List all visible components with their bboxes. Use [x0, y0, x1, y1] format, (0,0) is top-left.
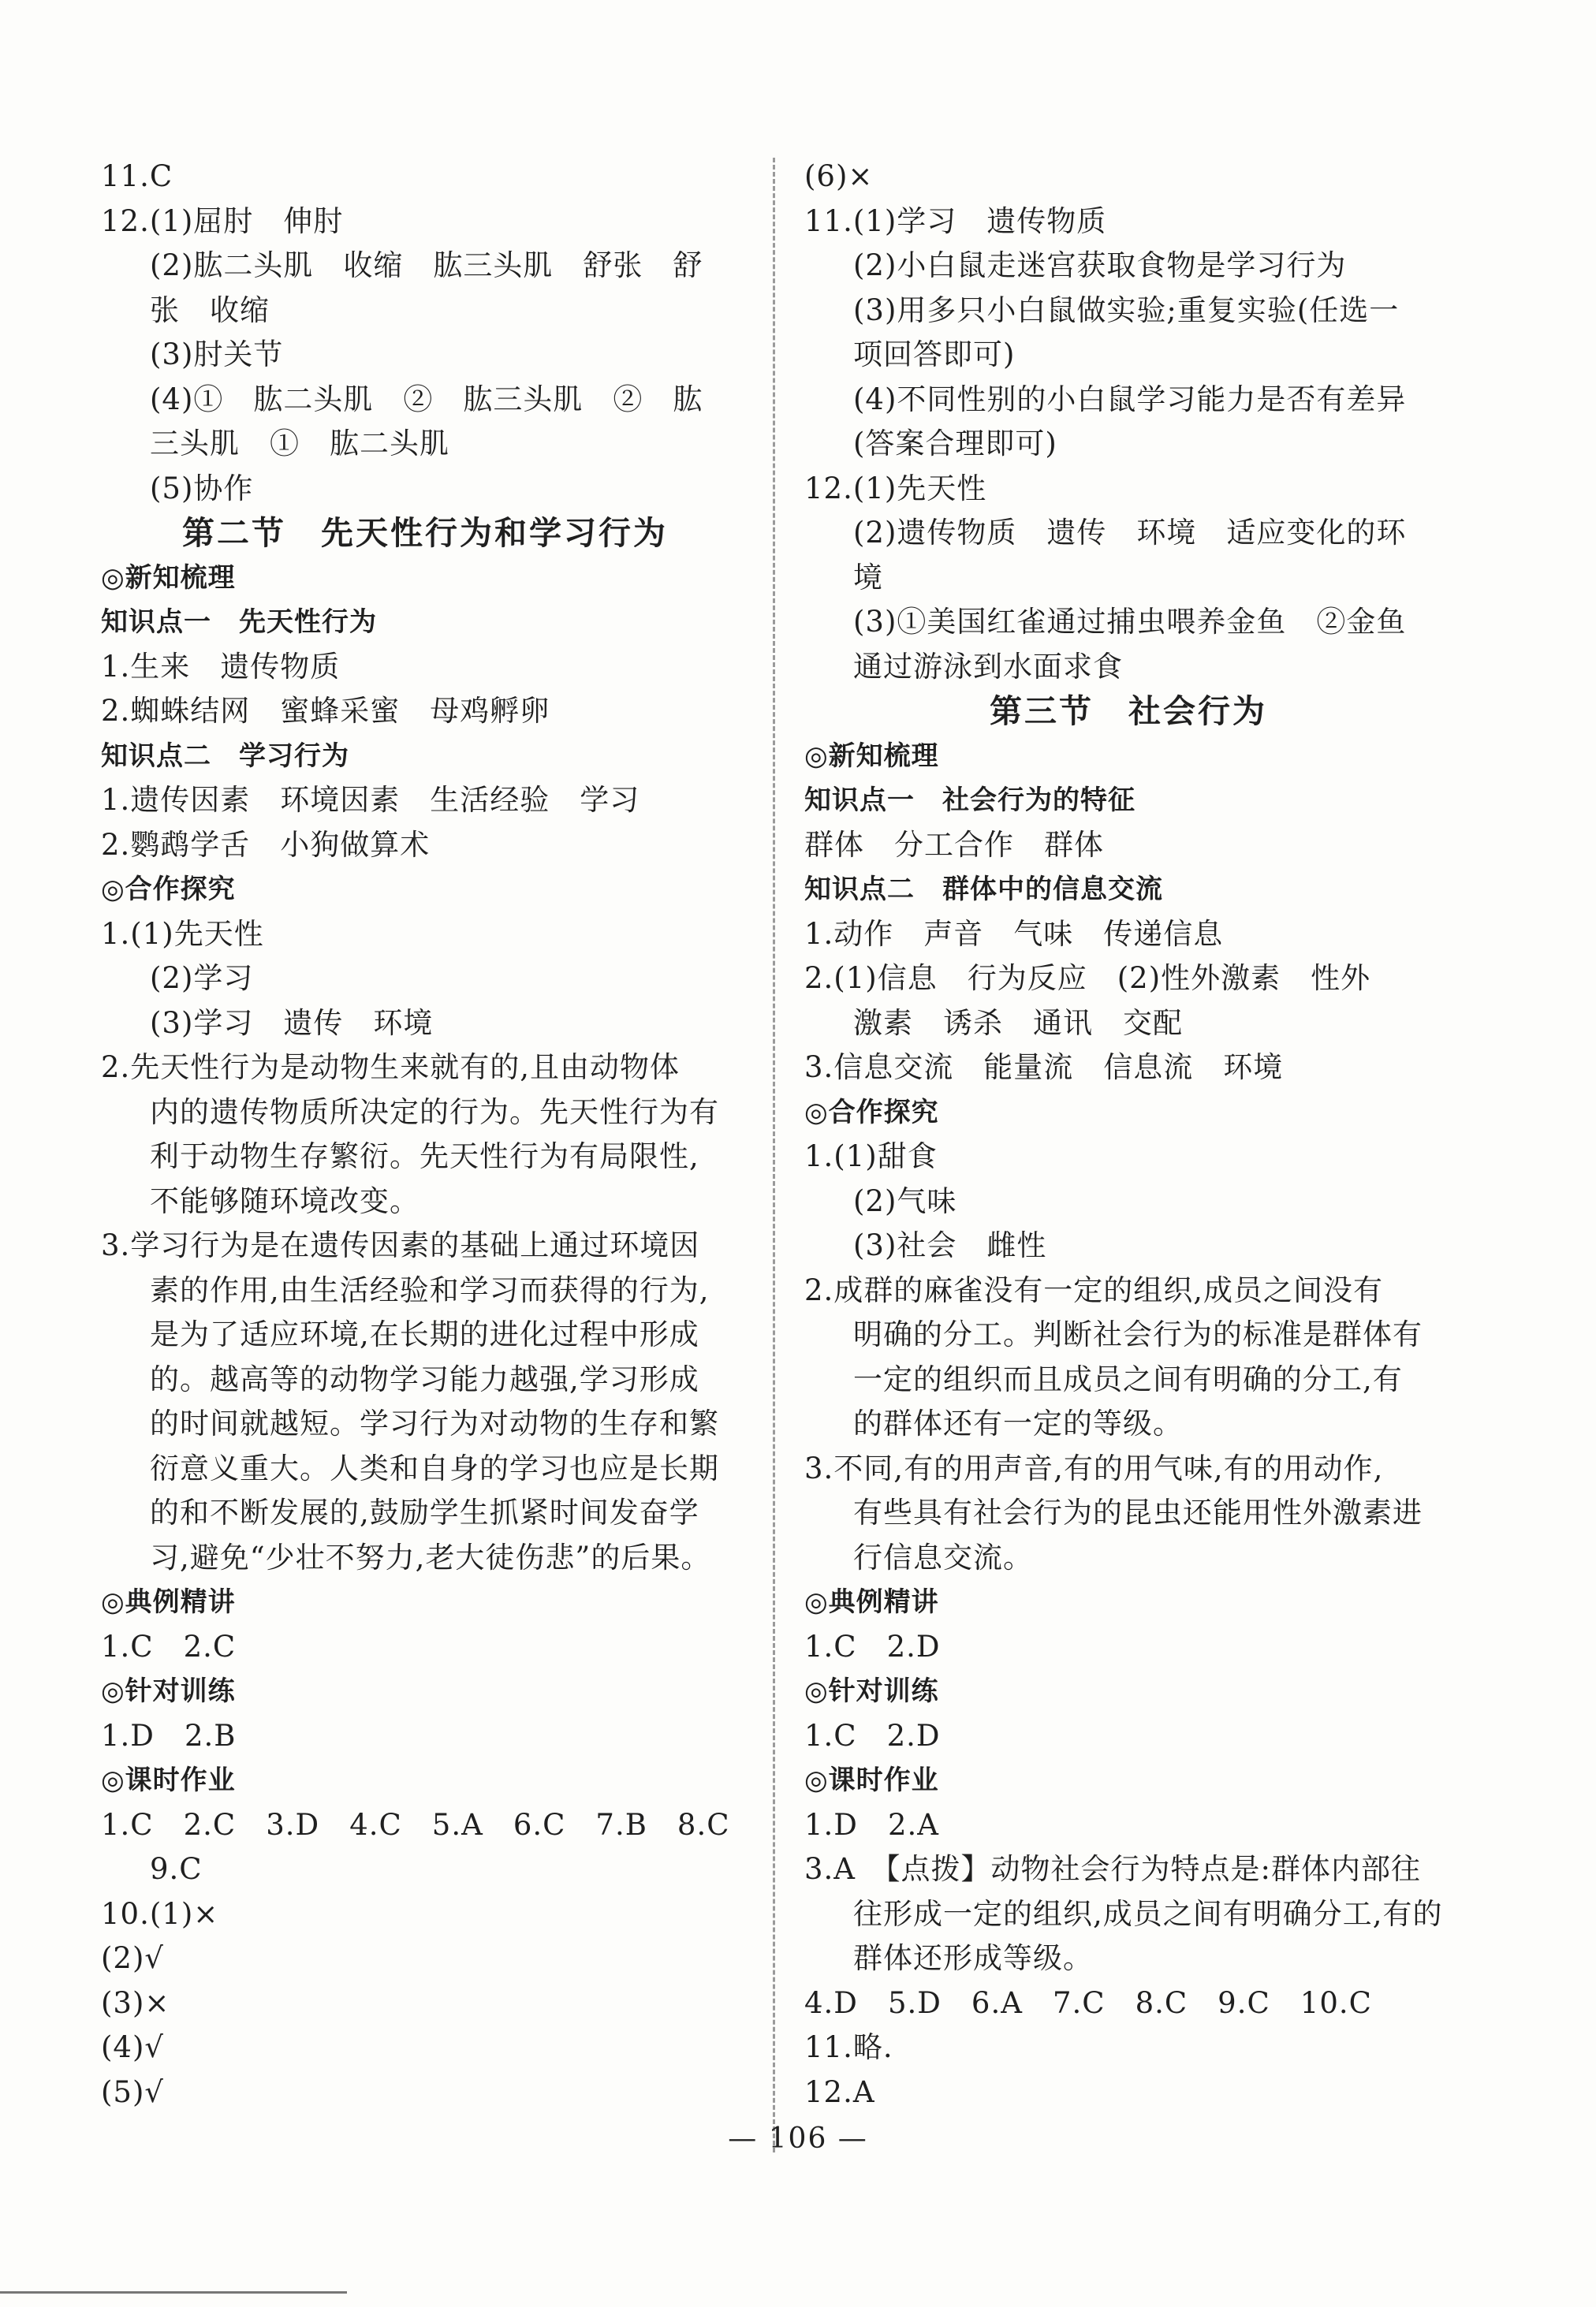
answer-line: (2)遗传物质 遗传 环境 适应变化的环 [853, 516, 1407, 550]
column-divider [773, 158, 775, 2152]
section-title: 第三节 社会行为 [990, 692, 1267, 730]
answer-line: 群体 分工合作 群体 [804, 827, 1104, 862]
section-heading: ◎针对训练 [804, 1675, 939, 1707]
section-heading: ◎典例精讲 [804, 1586, 939, 1618]
answer-line: 的群体还有一定的等级。 [853, 1407, 1183, 1440]
answer-line: 3.信息交流 能量流 信息流 环境 [804, 1050, 1284, 1084]
answer-line: 一定的组织而且成员之间有明确的分工,有 [853, 1362, 1403, 1396]
answer-line: (4)√ [101, 2030, 164, 2064]
answer-line: 2.鹦鹉学舌 小狗做算术 [101, 827, 431, 862]
section-heading: ◎课时作业 [101, 1765, 236, 1796]
answer-line: 1.遗传因素 环境因素 生活经验 学习 [101, 783, 640, 817]
answer-line: (2)气味 [853, 1183, 957, 1218]
answer-line: 素的作用,由生活经验和学习而获得的行为, [150, 1273, 710, 1307]
right-column [804, 155, 1452, 2115]
answer-line: 三头肌 ① 肱二头肌 [150, 427, 449, 460]
left-column [101, 155, 749, 2115]
answer-line: (2)肱二头肌 收缩 肱三头肌 舒张 舒 [150, 248, 703, 282]
answer-line: 衍意义重大。人类和自身的学习也应是长期 [150, 1451, 719, 1485]
answer-line: 群体还形成等级。 [853, 1941, 1093, 1975]
answer-line: 1.C 2.D [804, 1629, 941, 1664]
answer-line: (6)× [804, 159, 874, 193]
answer-line: 2.成群的麻雀没有一定的组织,成员之间没有 [804, 1273, 1384, 1307]
answer-line: 3.学习行为是在遗传因素的基础上通过环境因 [101, 1228, 700, 1262]
answer-line: (5)√ [101, 2074, 164, 2109]
answer-line: (2)√ [101, 1941, 164, 1975]
answer-line: (3)× [101, 1985, 170, 2020]
section-heading: ◎典例精讲 [101, 1586, 236, 1618]
answer-line: (3)肘关节 [150, 337, 284, 371]
section-heading: ◎新知梳理 [101, 561, 236, 594]
answer-line: 1.D 2.B [101, 1718, 237, 1753]
section-heading: ◎课时作业 [804, 1765, 939, 1796]
answer-line: 2.(1)信息 行为反应 (2)性外激素 性外 [804, 961, 1371, 995]
answer-line: (3)学习 遗传 环境 [150, 1005, 434, 1040]
answer-line: 1.D 2.A [804, 1807, 939, 1842]
answer-line: 有些具有社会行为的昆虫还能用性外激素进 [853, 1496, 1423, 1530]
answer-line: 1.C 2.C 3.D 4.C 5.A 6.C 7.B 8.C [101, 1807, 730, 1842]
answer-line: 2.蜘蛛结网 蜜蜂采蜜 母鸡孵卵 [101, 694, 550, 728]
answer-line: (4)不同性别的小白鼠学习能力是否有差异 [853, 382, 1407, 416]
section-heading: ◎合作探究 [804, 1096, 939, 1128]
answer-line: 境 [853, 560, 883, 594]
answer-line: 12.(1)先天性 [804, 471, 987, 505]
answer-line: 习,避免“少壮不努力,老大徒伤悲”的后果。 [150, 1540, 711, 1575]
answer-line: 是为了适应环境,在长期的进化过程中形成 [150, 1317, 699, 1351]
answer-line: 1.(1)先天性 [101, 916, 264, 951]
section-heading: 知识点二 群体中的信息交流 [804, 874, 1163, 905]
answer-line: 1.生来 遗传物质 [101, 649, 341, 684]
answer-line: 3.不同,有的用声音,有的用气味,有的用动作, [804, 1451, 1384, 1485]
answer-line: 12.(1)屈肘 伸肘 [101, 203, 344, 238]
answer-line: 12.A [804, 2074, 875, 2109]
answer-line: (答案合理即可) [853, 427, 1057, 460]
answer-line: 明确的分工。判断社会行为的标准是群体有 [853, 1317, 1423, 1351]
section-heading: 知识点二 学习行为 [101, 740, 349, 772]
answer-line: (4)① 肱二头肌 ② 肱三头肌 ② 肱 [150, 382, 703, 416]
answer-line: 利于动物生存繁衍。先天性行为有局限性, [150, 1139, 699, 1173]
section-heading: ◎新知梳理 [804, 740, 939, 772]
answer-line: 项回答即可) [853, 337, 1016, 371]
answer-line: 的。越高等的动物学习能力越强,学习形成 [150, 1362, 699, 1396]
answer-line: 11.C [101, 159, 173, 193]
answer-line: 11.略. [804, 2030, 893, 2064]
answer-line: 张 收缩 [150, 293, 270, 327]
answer-line: 内的遗传物质所决定的行为。先天性行为有 [150, 1094, 719, 1129]
answer-line: 10.(1)× [101, 1896, 219, 1931]
answer-line: (3)用多只小白鼠做实验;重复实验(任选一 [853, 293, 1400, 327]
section-heading: 知识点一 先天性行为 [101, 606, 377, 638]
answer-line: 11.(1)学习 遗传物质 [804, 203, 1107, 238]
answer-line: 不能够随环境改变。 [150, 1183, 420, 1218]
answer-line: 1.C 2.D [804, 1718, 941, 1753]
answer-line: 9.C [150, 1852, 203, 1886]
answer-line: (2)小白鼠走迷宫获取食物是学习行为 [853, 248, 1347, 282]
answer-line: 往形成一定的组织,成员之间有明确分工,有的 [853, 1896, 1443, 1931]
answer-line: 3.A 【点拨】动物社会行为特点是:群体内部往 [804, 1852, 1421, 1886]
section-title: 第二节 先天性行为和学习行为 [182, 514, 668, 552]
answer-line: 激素 诱杀 通讯 交配 [853, 1005, 1183, 1040]
section-heading: ◎合作探究 [101, 874, 236, 905]
answer-line: 通过游泳到水面求食 [853, 649, 1123, 684]
answer-line: 的时间就越短。学习行为对动物的生存和繁 [150, 1407, 719, 1440]
answer-line: (5)协作 [150, 471, 254, 505]
answer-line: (2)学习 [150, 961, 254, 995]
answer-line: 1.C 2.C [101, 1629, 237, 1664]
answer-line: (3)①美国红雀通过捕虫喂养金鱼 ②金鱼 [853, 605, 1407, 639]
page-number: — 106 — [728, 2123, 868, 2155]
answer-line: 4.D 5.D 6.A 7.C 8.C 9.C 10.C [804, 1985, 1372, 2020]
answer-line: 2.先天性行为是动物生来就有的,且由动物体 [101, 1050, 681, 1084]
answer-line: 1.动作 声音 气味 传递信息 [804, 916, 1224, 951]
section-heading: 知识点一 社会行为的特征 [804, 785, 1135, 816]
answer-line: 行信息交流。 [853, 1540, 1033, 1575]
answer-line: 的和不断发展的,鼓励学生抓紧时间发奋学 [150, 1496, 699, 1530]
section-heading: ◎针对训练 [101, 1675, 236, 1707]
answer-line: 1.(1)甜食 [804, 1139, 938, 1173]
footer-rule [0, 2291, 347, 2294]
answer-line: (3)社会 雌性 [853, 1228, 1047, 1262]
